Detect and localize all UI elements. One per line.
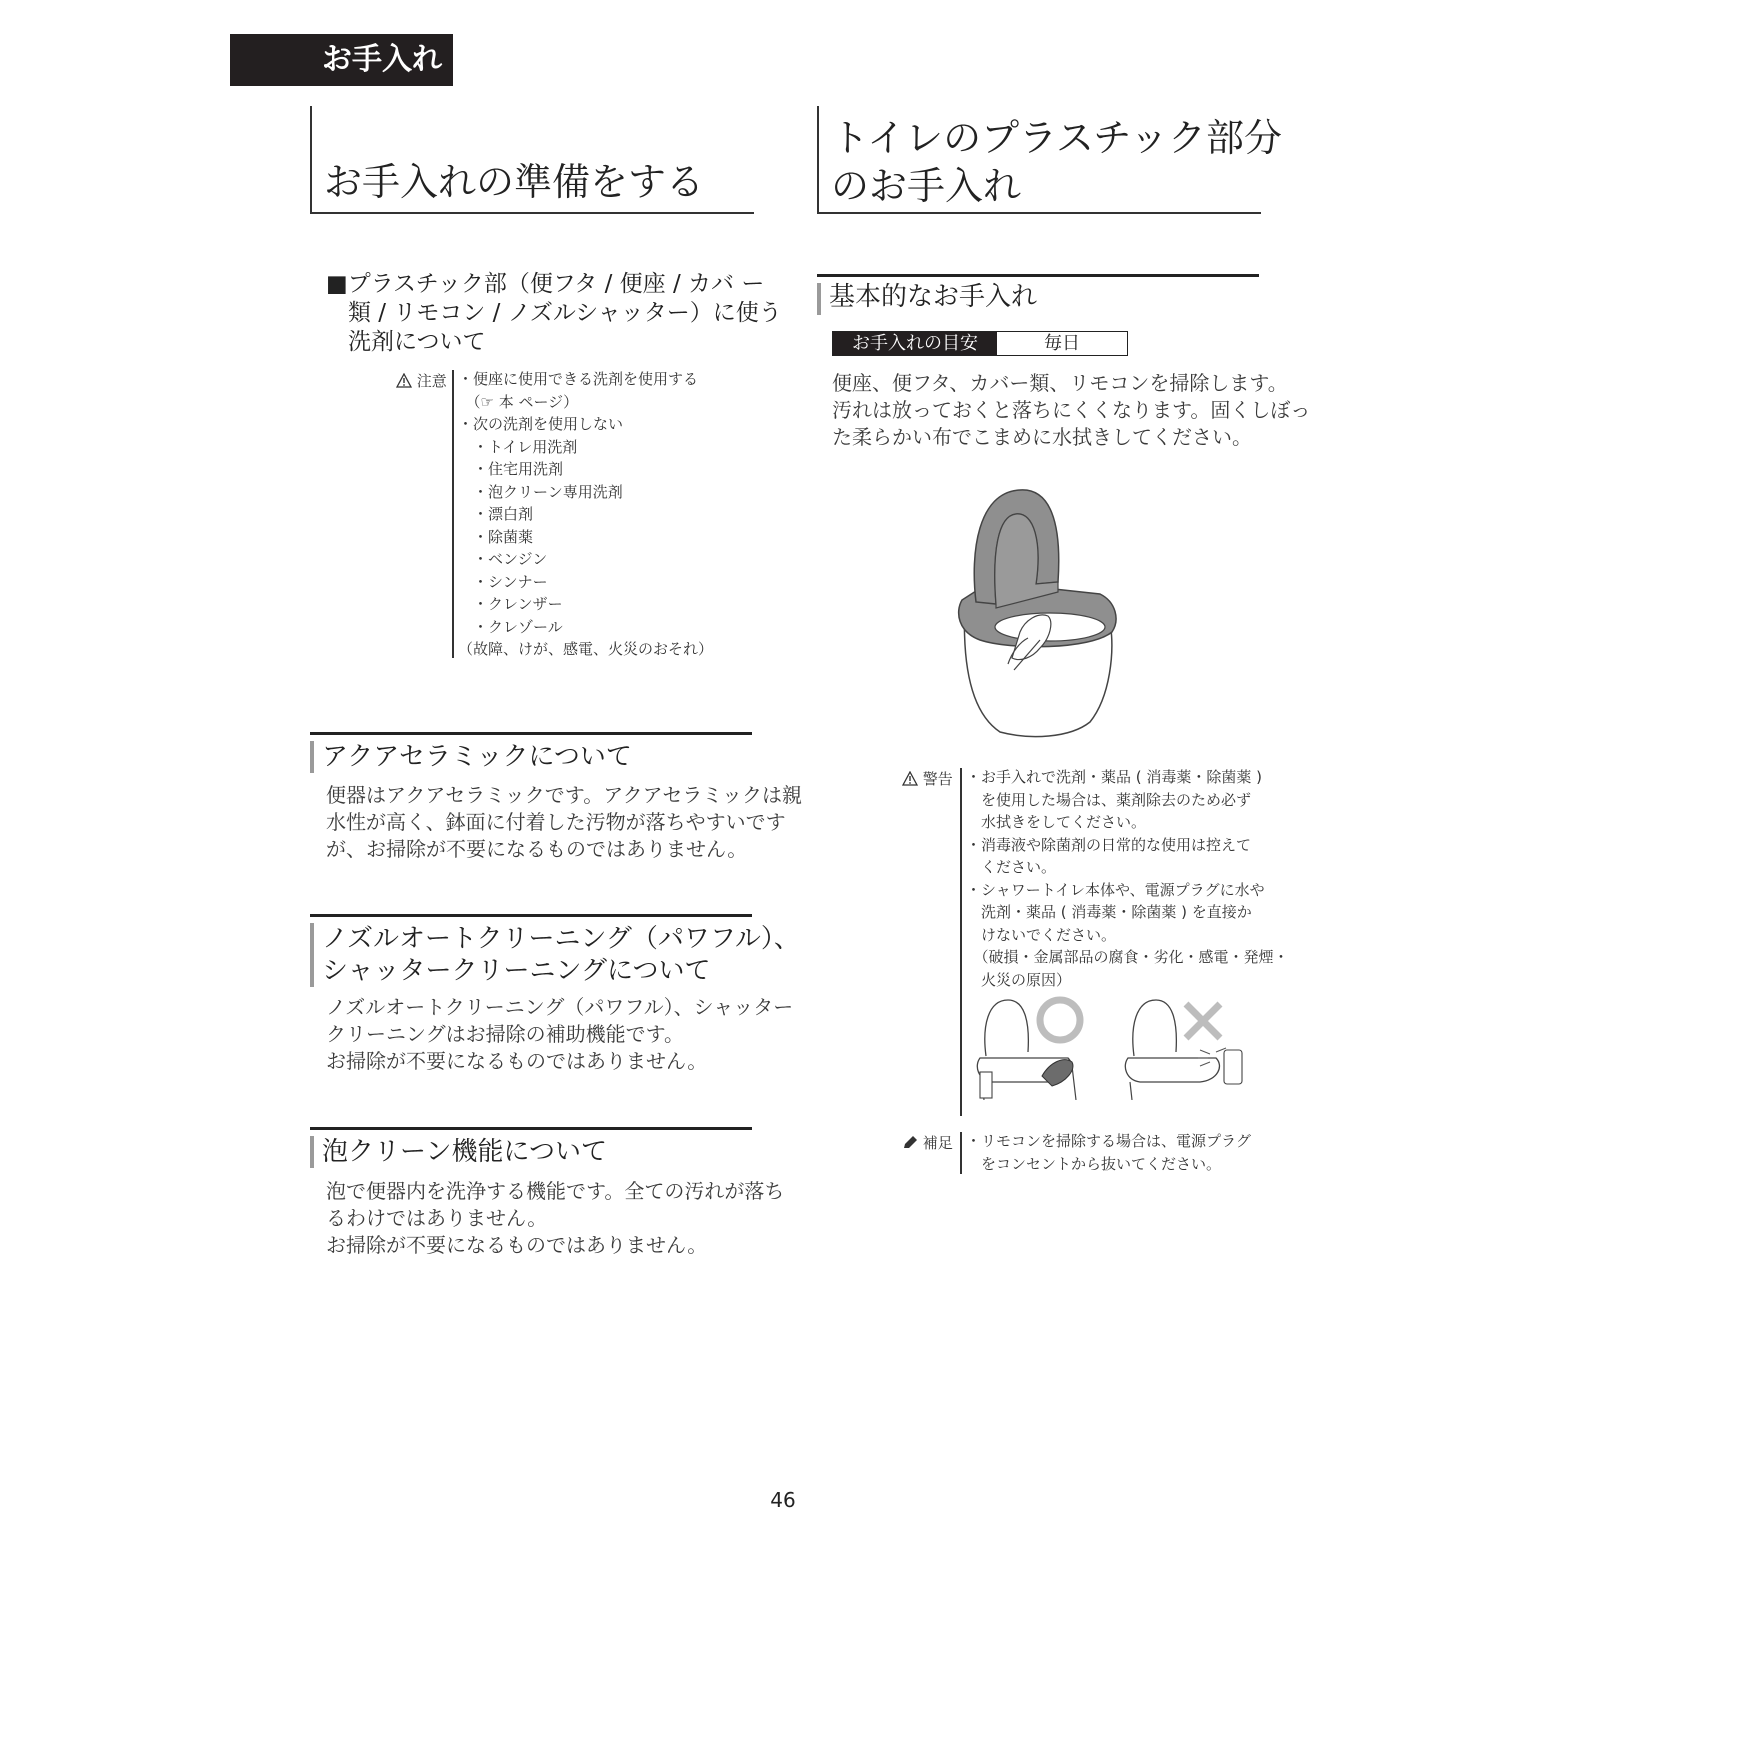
frequency-value: 毎日 (1044, 333, 1080, 354)
aqua-section-heading (310, 732, 752, 775)
caution-line: （故障、けが、感電、火災のおそれ） (458, 640, 714, 658)
caution-line: ・次の洗剤を使用しない (458, 415, 624, 433)
detergent-heading-line: ■プラスチック部（便フタ / 便座 / カバ ー (326, 271, 765, 297)
nozzle-body (326, 994, 793, 1075)
heading-side-bar (817, 283, 821, 315)
body-line: 泡で便器内を洗浄する機能です。全ての汚れが落ち (326, 1179, 785, 1203)
warning-divider (960, 768, 962, 1116)
caution-line: ・トイレ用洗剤 (458, 437, 578, 456)
nozzle-section-heading (310, 914, 800, 987)
heading-side-bar (310, 1136, 314, 1168)
warning-text (966, 766, 1289, 991)
foam-body (326, 1178, 784, 1259)
left-title-box (310, 106, 754, 214)
caution-label: 注意 (416, 372, 447, 390)
body-line: クリーニングはお掃除の補助機能です。 (326, 1022, 684, 1046)
supplement-line: ・リモコンを掃除する場合は、電源プラグ (966, 1132, 1252, 1150)
toilet-wiping-illustration (950, 482, 1130, 738)
caution-line: ・クレンザー (458, 595, 563, 613)
warning-triangle-icon (396, 373, 412, 388)
right-title-line: トイレのプラスチック部分 (831, 116, 1283, 160)
aqua-heading: アクアセラミックについて (322, 742, 632, 772)
ng-spray-illustration (1120, 996, 1250, 1100)
frequency-box (832, 331, 1128, 356)
detergent-heading (326, 270, 782, 357)
left-page-title: お手入れの準備をする (324, 160, 705, 204)
section-tab-label: お手入れ (322, 42, 442, 77)
supplement-label: 補足 (922, 1134, 953, 1152)
section-tab (230, 34, 453, 86)
warning-line: ・消毒液や除菌剤の日常的な使用は控えて (966, 835, 1252, 854)
warning-triangle-icon (902, 771, 918, 786)
warning-line: ・お手入れで洗剤・薬品 ( 消毒薬・除菌薬 ) (966, 768, 1263, 786)
heading-side-bar (310, 923, 314, 987)
frequency-label: お手入れの目安 (833, 332, 997, 355)
supplement-label-group (902, 1132, 953, 1153)
warning-line: 火災の原因） (966, 970, 1072, 989)
caution-line: （☞ 本 ページ） (458, 392, 579, 411)
nozzle-heading (322, 923, 800, 987)
caution-text (458, 368, 713, 661)
body-line: が、お掃除が不要になるものではありません。 (326, 837, 748, 861)
warning-line: ください。 (966, 858, 1057, 876)
warning-label-group (902, 768, 953, 789)
body-line: お掃除が不要になるものではありません。 (326, 1049, 708, 1073)
body-line: た柔らかい布でこまめに水拭きしてください。 (832, 425, 1252, 449)
foam-heading: 泡クリーン機能について (322, 1137, 607, 1167)
body-line: 水性が高く、鉢面に付着した汚物が落ちやすいです (326, 810, 786, 834)
basic-body (832, 370, 1310, 451)
caution-line: ・シンナー (458, 572, 548, 591)
warning-line: ・シャワートイレ本体や、電源プラグに水や (966, 880, 1265, 899)
warning-line: けないでください。 (966, 925, 1117, 944)
caution-line: ・クレゾール (458, 617, 563, 636)
caution-label-group (396, 370, 447, 391)
right-title-line: のお手入れ (831, 164, 1022, 208)
caution-line: ・漂白剤 (458, 505, 534, 523)
supplement-text (966, 1130, 1251, 1175)
page-number: 46 (770, 1488, 796, 1512)
body-line: ノズルオートクリーニング（パワフル）、シャッター (326, 995, 794, 1019)
nozzle-heading-line: シャッタークリーニングについて (322, 956, 711, 986)
right-title-box (817, 106, 1283, 214)
supplement-divider (960, 1132, 962, 1174)
warning-label: 警告 (922, 770, 953, 788)
detergent-heading-line: 類 / リモコン / ノズルシャッター）に使う (348, 300, 782, 326)
warning-line: （破損・金属部品の腐食・劣化・感電・発煙・ (966, 948, 1289, 966)
basic-section-heading (817, 274, 1259, 317)
caution-line: ・泡クリーン専用洗剤 (458, 482, 623, 501)
body-line: るわけではありません。 (326, 1206, 548, 1230)
detergent-heading-line: 洗剤について (348, 329, 486, 355)
caution-line: ・住宅用洗剤 (458, 460, 564, 478)
circle-ok-icon (1040, 1000, 1080, 1040)
right-page-title (831, 114, 1282, 210)
body-line: お掃除が不要になるものではありません。 (326, 1233, 708, 1257)
caution-line: ・ベンジン (458, 550, 548, 568)
basic-heading: 基本的なお手入れ (829, 282, 1038, 312)
caution-line: ・便座に使用できる洗剤を使用する (458, 370, 699, 388)
body-line: 便座、便フタ、カバー類、リモコンを掃除します。 (832, 371, 1288, 395)
ok-wiping-illustration (972, 996, 1096, 1100)
warning-line: 水拭きをしてください。 (966, 813, 1147, 831)
body-line: 便器はアクアセラミックです。アクアセラミックは親 (326, 783, 802, 807)
foam-section-heading (310, 1127, 752, 1170)
caution-divider (452, 370, 454, 658)
supplement-line: をコンセントから抜いてください。 (966, 1154, 1222, 1173)
warning-line: を使用した場合は、薬剤除去のため必ず (966, 790, 1252, 809)
body-line: 汚れは放っておくと落ちにくくなります。固くしぼっ (832, 398, 1311, 422)
pencil-icon (902, 1135, 918, 1150)
cross-ng-icon (1186, 1004, 1220, 1038)
nozzle-heading-line: ノズルオートクリーニング（パワフル）、 (322, 924, 800, 954)
caution-line: ・除菌薬 (458, 527, 534, 546)
heading-side-bar (310, 741, 314, 773)
warning-line: 洗剤・薬品 ( 消毒薬・除菌薬 ) を直接か (966, 903, 1252, 921)
aqua-body (326, 782, 802, 863)
